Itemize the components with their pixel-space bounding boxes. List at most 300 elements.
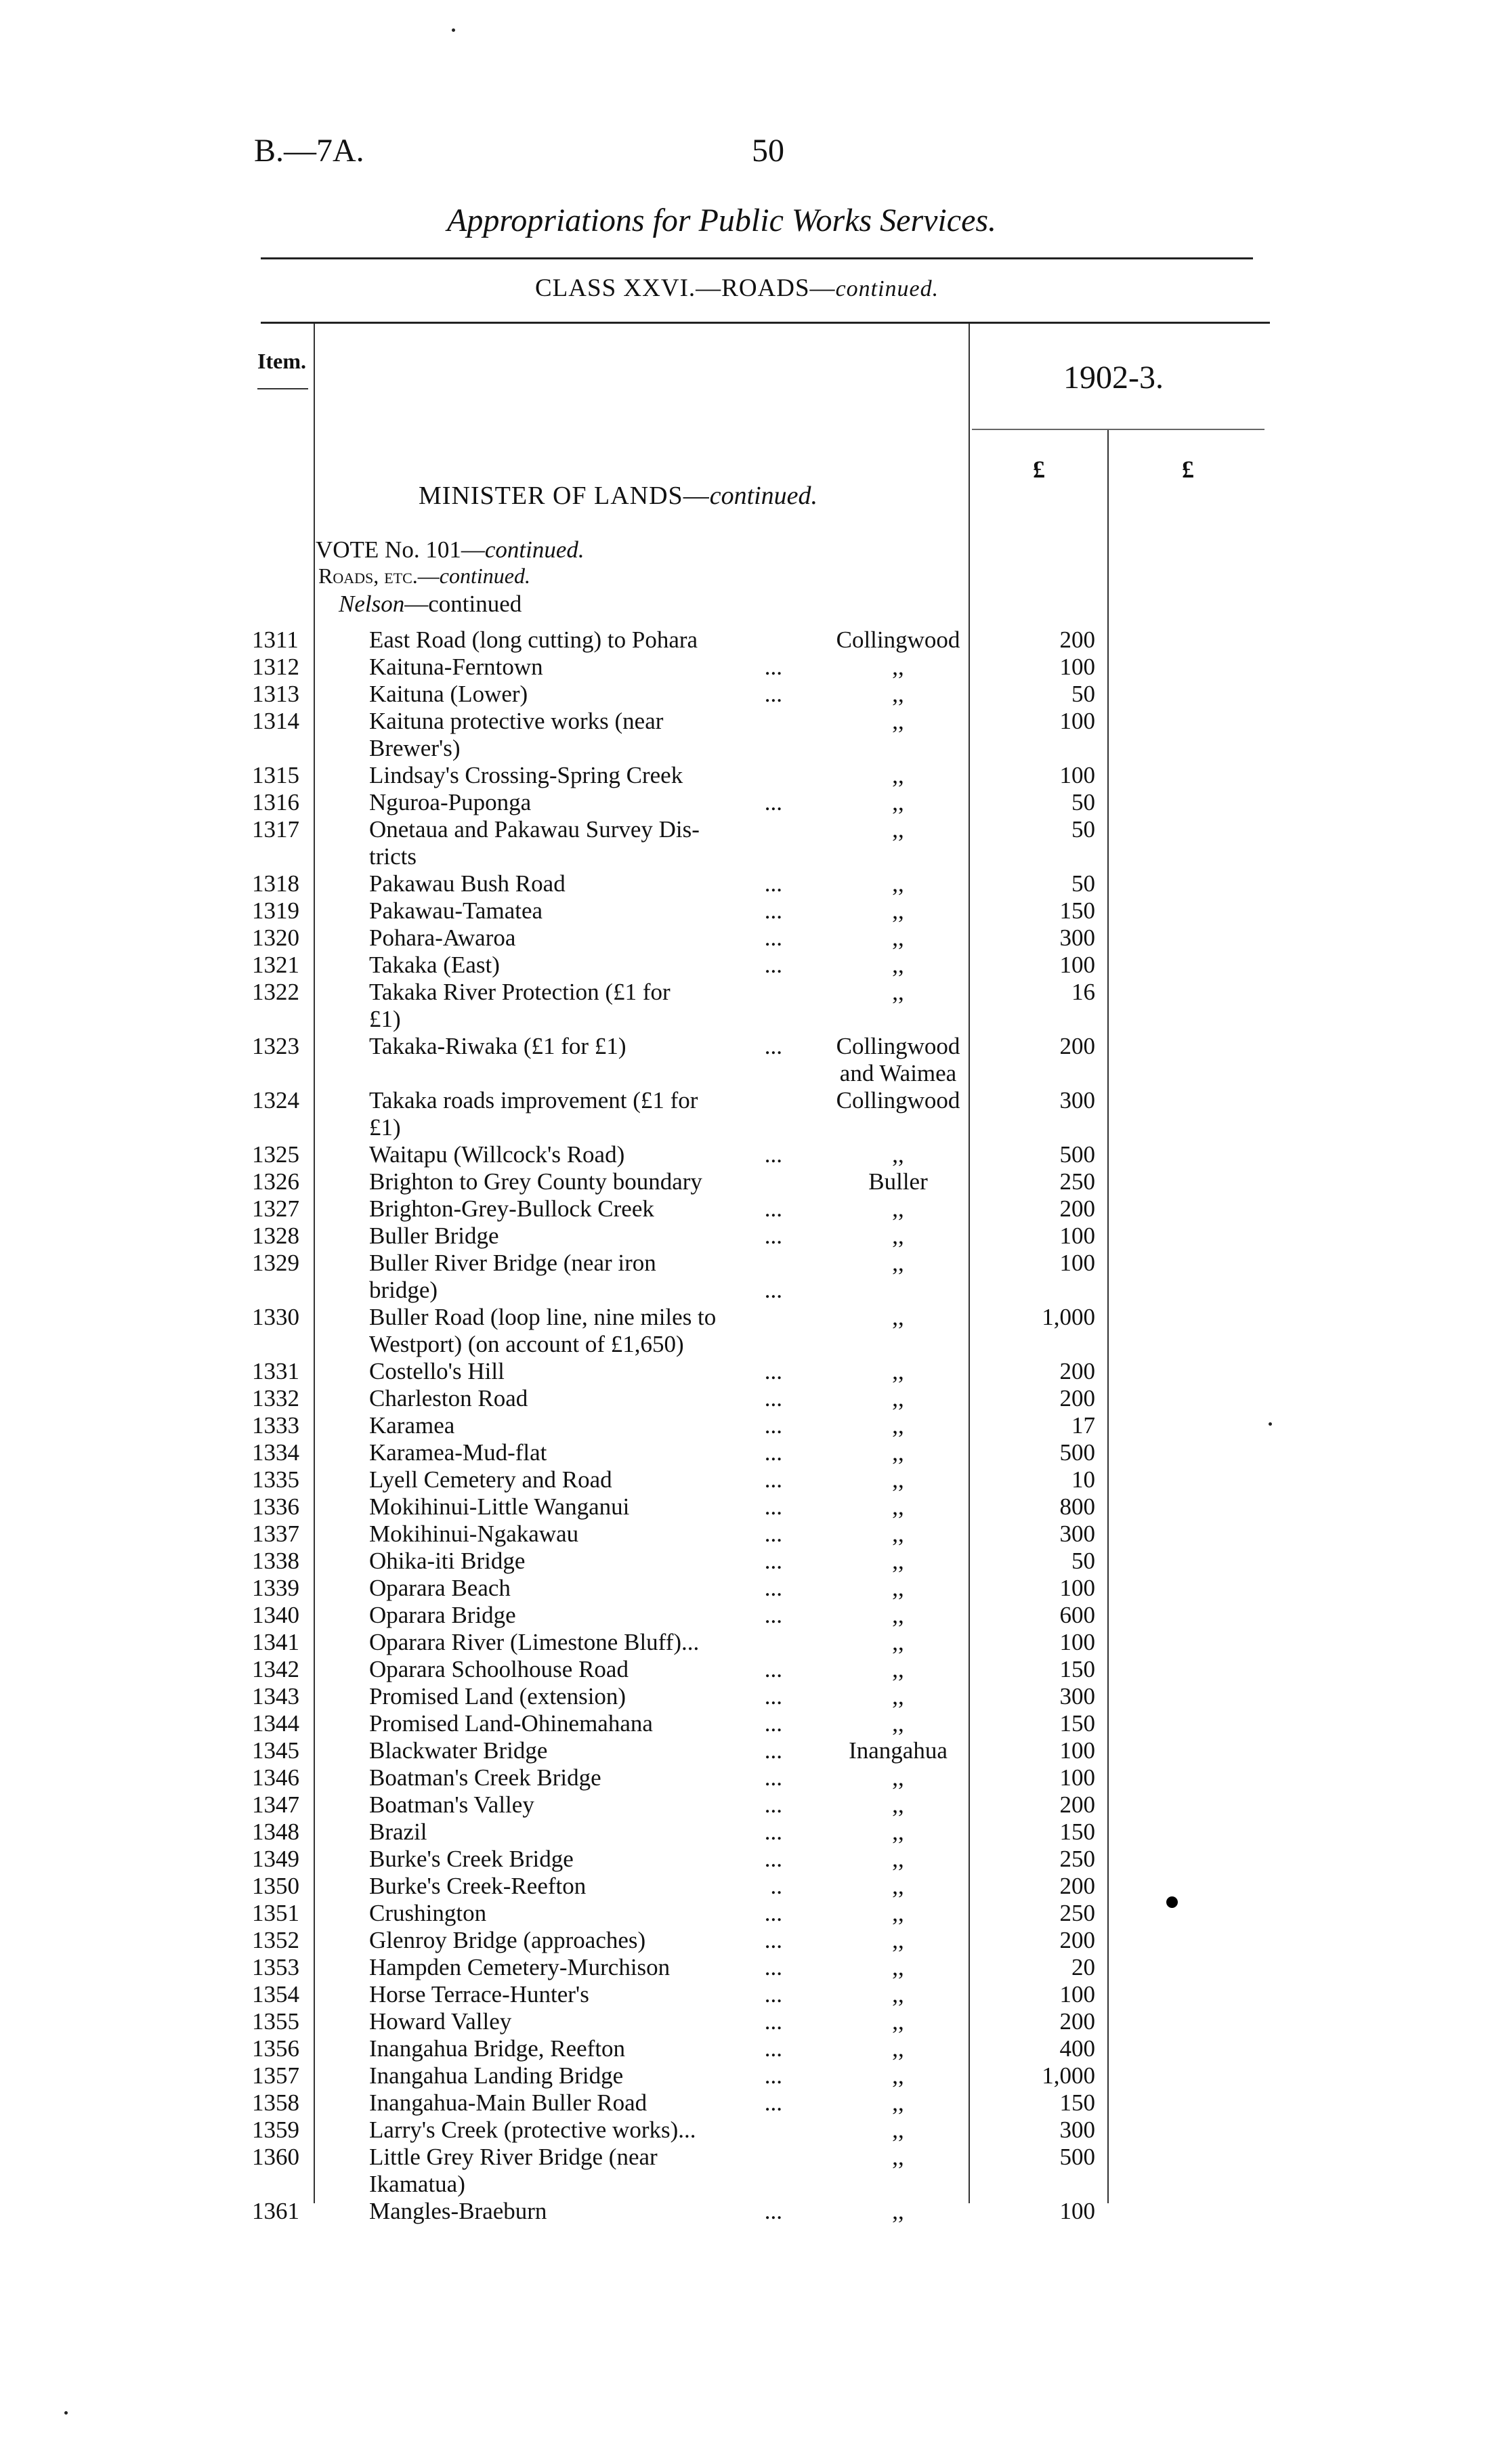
amount-value: 500 [1059, 2144, 1095, 2170]
district-subheading [339, 591, 522, 618]
speck-mark [1269, 1422, 1272, 1426]
item-number: 1348 [252, 1819, 299, 1845]
item-description-text: Mangles-Braeburn [369, 2198, 547, 2224]
electoral-district: ,, [892, 1439, 904, 1466]
leader-dots: ... [764, 1412, 782, 1439]
electoral-district: ,, [892, 1385, 904, 1411]
amount-value: 50 [1071, 789, 1095, 815]
electoral-district: Inangahua [849, 1737, 948, 1764]
amount-value: 100 [1059, 1737, 1095, 1764]
item-description [369, 1819, 782, 1846]
item-description [369, 1900, 782, 1927]
item-description-text: Buller Road (loop line, nine miles to Westport) (on account of £1,650) [369, 1304, 717, 1357]
item-description [369, 1954, 782, 1981]
item-description [369, 2117, 782, 2144]
amount-value: 300 [1059, 2117, 1095, 2143]
title-rule [261, 257, 1253, 259]
item-description-text: Inangahua Landing Bridge [369, 2062, 624, 2089]
item-description-text: Brighton-Grey-Bullock Creek [369, 1195, 654, 1222]
class-heading [535, 274, 939, 303]
item-number: 1314 [252, 708, 299, 734]
item-description-text: Mokihinui-Little Wanganui [369, 1493, 630, 1520]
item-number: 1332 [252, 1385, 299, 1411]
leader-dots: ... [764, 1385, 782, 1411]
electoral-district: ,, [892, 2144, 904, 2170]
item-number: 1322 [252, 979, 299, 1005]
amount-value: 150 [1059, 897, 1095, 924]
leader-dots: ... [764, 1656, 782, 1682]
item-description [369, 681, 782, 708]
electoral-district: ,, [892, 1819, 904, 1845]
item-description [369, 1548, 782, 1575]
item-number: 1323 [252, 1033, 299, 1059]
item-description [369, 897, 782, 925]
item-number: 1317 [252, 816, 299, 843]
amount-value: 100 [1059, 2198, 1095, 2224]
leader-dots: ... [764, 1033, 782, 1059]
item-number: 1327 [252, 1195, 299, 1222]
item-column-divider [314, 324, 315, 2203]
item-description-text: Karamea-Mud-flat [369, 1439, 547, 1466]
item-description-text: Inangahua Bridge, Reefton [369, 2035, 626, 2062]
electoral-district: ,, [892, 1764, 904, 1791]
amount-value: 50 [1071, 870, 1095, 897]
pound-sign-2: £ [1182, 456, 1194, 483]
item-description [369, 1250, 782, 1304]
amount-value: 50 [1071, 1548, 1095, 1574]
item-description [369, 1791, 782, 1819]
amount-value: 200 [1059, 1927, 1095, 1953]
electoral-district: ,, [892, 2198, 904, 2224]
item-description-text: Takaka roads improvement (£1 for £1) [369, 1087, 698, 1141]
item-description [369, 1358, 782, 1385]
speck-mark [64, 2411, 68, 2415]
leader-dots: ... [764, 1927, 782, 1953]
electoral-district: ,, [892, 654, 904, 680]
leader-dots: ... [764, 870, 782, 897]
item-description-text: Boatman's Creek Bridge [369, 1764, 601, 1791]
class-heading-text: CLASS XXVI.—ROADS— [535, 274, 836, 302]
item-number: 1357 [252, 2062, 299, 2089]
item-description [369, 1141, 782, 1168]
item-description-text: Larry's Creek (protective works)... [369, 2117, 696, 2143]
item-number: 1326 [252, 1168, 299, 1195]
leader-dots: ... [764, 1846, 782, 1872]
amount-value: 10 [1071, 1466, 1095, 1493]
electoral-district: ,, [892, 789, 904, 815]
item-description [369, 1710, 782, 1737]
item-description-text: Lindsay's Crossing-Spring Creek [369, 762, 683, 788]
item-number: 1320 [252, 925, 299, 951]
item-description-text: Costello's Hill [369, 1358, 505, 1384]
item-description [369, 1195, 782, 1223]
electoral-district: ,, [892, 1629, 904, 1655]
electoral-district: ,, [892, 1548, 904, 1574]
item-number: 1352 [252, 1927, 299, 1953]
item-description [369, 2062, 782, 2089]
class-heading-continued: continued. [835, 276, 939, 301]
leader-dots: ... [764, 1683, 782, 1709]
minister-continued: continued. [709, 482, 818, 510]
item-number: 1355 [252, 2008, 299, 2035]
item-description-text: Pohara-Awaroa [369, 925, 516, 951]
amount-value: 250 [1059, 1846, 1095, 1872]
item-number: 1331 [252, 1358, 299, 1384]
item-number: 1353 [252, 1954, 299, 1980]
electoral-district: ,, [892, 1873, 904, 1899]
electoral-district: ,, [892, 870, 904, 897]
item-number: 1350 [252, 1873, 299, 1899]
item-description-text: Pakawau Bush Road [369, 870, 566, 897]
item-description [369, 1439, 782, 1466]
amount-value: 300 [1059, 1521, 1095, 1547]
electoral-district: ,, [892, 979, 904, 1005]
item-description [369, 1087, 782, 1141]
item-number: 1328 [252, 1223, 299, 1249]
item-description-text: Glenroy Bridge (approaches) [369, 1927, 646, 1953]
subamount-column-divider [1107, 429, 1109, 2203]
item-description [369, 1304, 782, 1358]
item-description-text: Hampden Cemetery-Murchison [369, 1954, 671, 1980]
electoral-district: ,, [892, 762, 904, 788]
item-number: 1316 [252, 789, 299, 815]
item-description [369, 1656, 782, 1683]
item-description-text: Takaka River Protection (£1 for £1) [369, 979, 671, 1032]
item-description-text: Nguroa-Puponga [369, 789, 532, 815]
item-description-text: Promised Land-Ohinemahana [369, 1710, 653, 1737]
electoral-district: ,, [892, 1223, 904, 1249]
item-number: 1334 [252, 1439, 299, 1466]
item-description-text: Takaka (East) [369, 952, 500, 978]
leader-dots: ... [764, 681, 782, 707]
vote-heading-text: VOTE No. 101— [316, 536, 485, 563]
amount-value: 100 [1059, 1223, 1095, 1249]
item-description [369, 979, 782, 1033]
amount-value: 150 [1059, 1819, 1095, 1845]
leader-dots: ... [764, 1141, 782, 1168]
item-description [369, 2008, 782, 2035]
item-description-text: Horse Terrace-Hunter's [369, 1981, 589, 2008]
item-description [369, 952, 782, 979]
amount-value: 200 [1059, 1385, 1095, 1411]
leader-dots: ... [764, 789, 782, 815]
electoral-district: ,, [892, 681, 904, 707]
item-number: 1360 [252, 2144, 299, 2170]
item-description-text: Kaituna (Lower) [369, 681, 528, 707]
item-description [369, 762, 782, 789]
leader-dots: ... [764, 1764, 782, 1791]
item-description-text: Takaka-Riwaka (£1 for £1) [369, 1033, 626, 1059]
item-number: 1347 [252, 1791, 299, 1818]
electoral-district: ,, [892, 1710, 904, 1737]
item-description [369, 626, 782, 654]
item-description [369, 2144, 782, 2198]
amount-value: 100 [1059, 1764, 1095, 1791]
item-description-text: Buller River Bridge (near iron bridge) [369, 1250, 656, 1303]
item-description [369, 1981, 782, 2008]
amount-value: 300 [1059, 1087, 1095, 1113]
item-description-text: Karamea [369, 1412, 455, 1439]
amount-value: 1,000 [1042, 1304, 1095, 1330]
amount-value: 800 [1059, 1493, 1095, 1520]
item-number: 1356 [252, 2035, 299, 2062]
item-number: 1330 [252, 1304, 299, 1330]
electoral-district: ,, [892, 1412, 904, 1439]
item-description-text: Waitapu (Willcock's Road) [369, 1141, 625, 1168]
amount-value: 100 [1059, 1629, 1095, 1655]
item-description-text: Oparara Bridge [369, 1602, 516, 1628]
leader-dots: ... [764, 897, 782, 924]
item-description [369, 1683, 782, 1710]
item-description [369, 1033, 782, 1060]
item-description [369, 1846, 782, 1873]
leader-dots: ... [764, 2008, 782, 2035]
item-number: 1346 [252, 1764, 299, 1791]
leader-dots: ... [764, 1981, 782, 2008]
item-number: 1345 [252, 1737, 299, 1764]
minister-heading-text: MINISTER OF LANDS— [419, 482, 710, 510]
electoral-district: ,, [892, 708, 904, 734]
item-number: 1340 [252, 1602, 299, 1628]
roads-subheading [318, 564, 530, 589]
electoral-district: Collingwood and Waimea [836, 1033, 960, 1086]
item-number: 1344 [252, 1710, 299, 1737]
amount-value: 250 [1059, 1168, 1095, 1195]
electoral-district: ,, [892, 1493, 904, 1520]
electoral-district: ,, [892, 1575, 904, 1601]
item-description [369, 1602, 782, 1629]
leader-dots: ... [764, 925, 782, 951]
item-number: 1335 [252, 1466, 299, 1493]
item-description [369, 2198, 782, 2225]
leader-dots: ... [764, 1493, 782, 1520]
electoral-district: ,, [892, 1250, 904, 1276]
electoral-district: ,, [892, 1195, 904, 1222]
item-number: 1321 [252, 952, 299, 978]
electoral-district: Collingwood [836, 1087, 960, 1113]
amount-value: 100 [1059, 1575, 1095, 1601]
ink-blot [1166, 1896, 1178, 1908]
vote-continued: continued. [484, 536, 584, 563]
electoral-district: ,, [892, 897, 904, 924]
item-description-text: East Road (long cutting) to Pohara [369, 626, 698, 653]
item-description [369, 816, 782, 870]
item-number: 1341 [252, 1629, 299, 1655]
item-description-text: Burke's Creek-Reefton [369, 1873, 587, 1899]
amount-value: 300 [1059, 925, 1095, 951]
item-description-text: Oparara Schoolhouse Road [369, 1656, 629, 1682]
leader-dots: ... [764, 1277, 782, 1303]
item-description [369, 789, 782, 816]
amount-value: 1,000 [1042, 2062, 1095, 2089]
amount-value: 100 [1059, 1250, 1095, 1276]
item-number: 1311 [252, 626, 299, 653]
item-description [369, 1385, 782, 1412]
electoral-district: ,, [892, 1900, 904, 1926]
amount-value: 16 [1071, 979, 1095, 1005]
item-description [369, 1412, 782, 1439]
item-number: 1312 [252, 654, 299, 680]
electoral-district: ,, [892, 1927, 904, 1953]
leader-dots: .. [770, 1873, 782, 1899]
item-number: 1339 [252, 1575, 299, 1601]
amount-value: 100 [1059, 952, 1095, 978]
item-number: 1315 [252, 762, 299, 788]
leader-dots: ... [764, 1575, 782, 1601]
item-description [369, 2089, 782, 2117]
electoral-district: ,, [892, 2089, 904, 2116]
item-description [369, 1764, 782, 1791]
item-description-text: Mokihinui-Ngakawau [369, 1521, 579, 1547]
item-description-text: Oparara Beach [369, 1575, 511, 1601]
amount-value: 150 [1059, 1656, 1095, 1682]
item-header-underline [257, 388, 308, 389]
amount-value: 400 [1059, 2035, 1095, 2062]
year-column-header: 1902-3. [1063, 360, 1164, 396]
amount-value: 200 [1059, 1791, 1095, 1818]
table-top-rule [261, 322, 1270, 324]
item-description-text: Brighton to Grey County boundary [369, 1168, 702, 1195]
electoral-district: ,, [892, 1141, 904, 1168]
electoral-district: Collingwood [836, 626, 960, 653]
amount-value: 50 [1071, 681, 1095, 707]
roads-subheading-text: Roads, etc.— [318, 564, 440, 588]
item-number: 1343 [252, 1683, 299, 1709]
amount-value: 200 [1059, 1033, 1095, 1059]
item-description [369, 1629, 782, 1656]
amount-value: 200 [1059, 1358, 1095, 1384]
item-number: 1324 [252, 1087, 299, 1113]
amount-value: 100 [1059, 1981, 1095, 2008]
item-description-text: Lyell Cemetery and Road [369, 1466, 612, 1493]
electoral-district: ,, [892, 2062, 904, 2089]
leader-dots: ... [764, 1737, 782, 1764]
amount-value: 300 [1059, 1683, 1095, 1709]
item-description [369, 1737, 782, 1764]
leader-dots: ... [764, 1439, 782, 1466]
leader-dots: ... [764, 2062, 782, 2089]
amount-value: 250 [1059, 1900, 1095, 1926]
item-number: 1325 [252, 1141, 299, 1168]
item-number: 1319 [252, 897, 299, 924]
item-number: 1338 [252, 1548, 299, 1574]
item-description [369, 1521, 782, 1548]
item-description [369, 1575, 782, 1602]
item-number: 1336 [252, 1493, 299, 1520]
district-continued: —continued [404, 591, 522, 617]
electoral-district: ,, [892, 1954, 904, 1980]
leader-dots: ... [764, 2089, 782, 2116]
electoral-district: ,, [892, 1358, 904, 1384]
electoral-district: ,, [892, 1466, 904, 1493]
item-number: 1351 [252, 1900, 299, 1926]
item-description-text: Howard Valley [369, 2008, 512, 2035]
amount-value: 200 [1059, 626, 1095, 653]
district-name: Nelson [339, 591, 405, 617]
amount-value: 150 [1059, 1710, 1095, 1737]
amount-value: 600 [1059, 1602, 1095, 1628]
item-number: 1361 [252, 2198, 299, 2224]
amount-value: 50 [1071, 816, 1095, 843]
item-description-text: Ohika-iti Bridge [369, 1548, 526, 1574]
amount-value: 100 [1059, 708, 1095, 734]
item-number: 1358 [252, 2089, 299, 2116]
leader-dots: ... [764, 2198, 782, 2224]
leader-dots: ... [764, 952, 782, 978]
item-description [369, 654, 782, 681]
leader-dots: ... [764, 654, 782, 680]
item-description-text: Oparara River (Limestone Bluff)... [369, 1629, 700, 1655]
electoral-district: ,, [892, 1981, 904, 2008]
page-number: 50 [752, 133, 784, 169]
electoral-district: ,, [892, 2008, 904, 2035]
electoral-district: ,, [892, 1656, 904, 1682]
item-description-text: Inangahua-Main Buller Road [369, 2089, 647, 2116]
document-code: B.—7A. [254, 133, 364, 169]
item-number: 1337 [252, 1521, 299, 1547]
amount-value: 500 [1059, 1141, 1095, 1168]
electoral-district: ,, [892, 1304, 904, 1330]
item-description-text: Pakawau-Tamatea [369, 897, 543, 924]
item-description [369, 1493, 782, 1521]
leader-dots: ... [764, 1710, 782, 1737]
minister-heading [419, 481, 817, 511]
item-description [369, 1466, 782, 1493]
electoral-district: Buller [868, 1168, 928, 1195]
item-description-text: Blackwater Bridge [369, 1737, 548, 1764]
item-description-text: Crushington [369, 1900, 487, 1926]
item-description [369, 870, 782, 897]
electoral-district: ,, [892, 1602, 904, 1628]
amount-value: 200 [1059, 2008, 1095, 2035]
amount-value: 100 [1059, 762, 1095, 788]
leader-dots: ... [764, 1900, 782, 1926]
item-description [369, 1223, 782, 1250]
electoral-district: ,, [892, 1791, 904, 1818]
item-description-text: Buller Bridge [369, 1223, 499, 1249]
item-description-text: Boatman's Valley [369, 1791, 534, 1818]
amount-value: 100 [1059, 654, 1095, 680]
item-number: 1349 [252, 1846, 299, 1872]
electoral-district: ,, [892, 952, 904, 978]
item-description-text: Kaituna protective works (near Brewer's) [369, 708, 664, 761]
item-description-text: Burke's Creek Bridge [369, 1846, 574, 1872]
item-number: 1333 [252, 1412, 299, 1439]
leader-dots: ... [764, 1223, 782, 1249]
amount-value: 20 [1071, 1954, 1095, 1980]
leader-dots: ... [764, 1195, 782, 1222]
item-number: 1313 [252, 681, 299, 707]
amount-value: 200 [1059, 1195, 1095, 1222]
leader-dots: ... [764, 1602, 782, 1628]
item-description-text: Little Grey River Bridge (near Ikamatua) [369, 2144, 658, 2197]
item-description-text: Promised Land (extension) [369, 1683, 626, 1709]
leader-dots: ... [764, 1548, 782, 1574]
item-description-text: Charleston Road [369, 1385, 528, 1411]
item-number: 1354 [252, 1981, 299, 2008]
leader-dots: ... [764, 1791, 782, 1818]
item-description [369, 925, 782, 952]
electoral-district: ,, [892, 2117, 904, 2143]
electoral-district: ,, [892, 1683, 904, 1709]
page-title: Appropriations for Public Works Services. [447, 203, 997, 238]
leader-dots: ... [764, 1466, 782, 1493]
item-column-header: Item. [257, 349, 306, 373]
electoral-district: ,, [892, 816, 904, 843]
item-number: 1342 [252, 1656, 299, 1682]
amount-value: 200 [1059, 1873, 1095, 1899]
item-number: 1329 [252, 1250, 299, 1276]
